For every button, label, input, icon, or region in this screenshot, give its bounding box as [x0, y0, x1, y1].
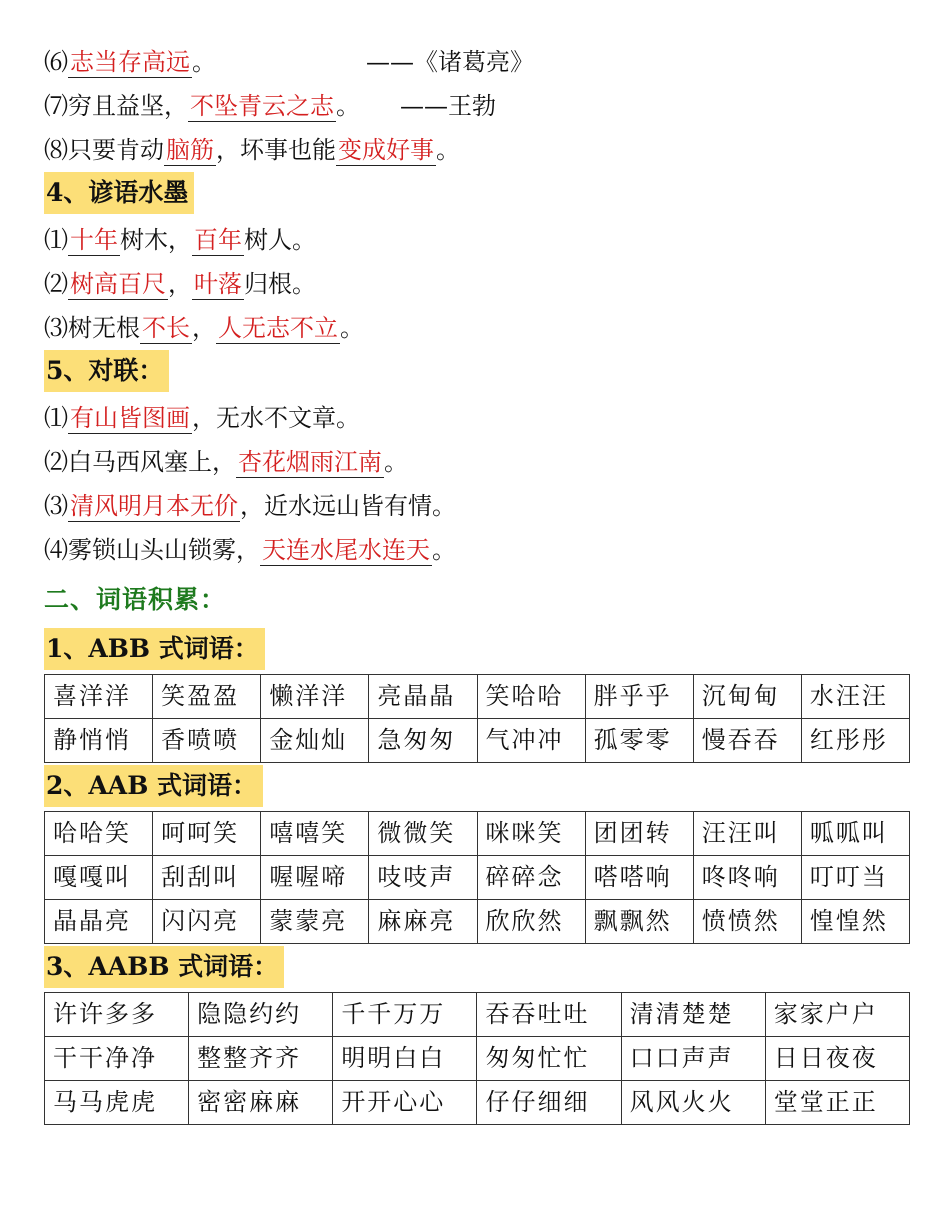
item-number: ⑴ [44, 226, 68, 254]
word-cell: 嘎嘎叫 [45, 856, 153, 900]
item-number: ⑵ [44, 448, 68, 476]
item-text: 穷且益坚， [68, 92, 188, 120]
answer-text: 树高百尺 [70, 270, 166, 298]
item-number: ⑶ [44, 314, 68, 342]
word-cell: 仔仔细细 [477, 1081, 621, 1125]
table-row [45, 1081, 910, 1125]
item-number: ⑷ [44, 536, 68, 564]
abb-heading-wrap [44, 628, 914, 674]
word-cell: 麻麻亮 [369, 900, 477, 944]
word-cell: 许许多多 [45, 993, 189, 1037]
word-cell: 家家户户 [765, 993, 909, 1037]
word-cell: 刮刮叫 [153, 856, 261, 900]
word-cell: 碎碎念 [477, 856, 585, 900]
word-cell: 干干净净 [45, 1037, 189, 1081]
answer-text: 百年 [194, 226, 242, 254]
list-item [44, 440, 914, 484]
word-cell: 咪咪笑 [477, 812, 585, 856]
word-cell: 慢吞吞 [693, 719, 801, 763]
item-number: ⑹ [44, 48, 68, 76]
word-cell: 红彤彤 [801, 719, 909, 763]
word-cell: 呵呵笑 [153, 812, 261, 856]
word-cell: 亮晶晶 [369, 675, 477, 719]
item-text: 归根。 [244, 270, 316, 298]
abb-heading: 1、ABB 式词语： [44, 628, 265, 670]
item-text: ，坏事也能 [216, 136, 336, 164]
word-cell: 马马虎虎 [45, 1081, 189, 1125]
answer-text: 脑筋 [166, 136, 214, 164]
word-cell: 嗒嗒响 [585, 856, 693, 900]
word-cell: 整整齐齐 [189, 1037, 333, 1081]
word-cell: 开开心心 [333, 1081, 477, 1125]
answer-text: 十年 [70, 226, 118, 254]
word-cell: 哈哈笑 [45, 812, 153, 856]
word-cell: 笑盈盈 [153, 675, 261, 719]
list-item [44, 306, 914, 350]
item-text: 树木， [120, 226, 192, 254]
item-text: 树人。 [244, 226, 316, 254]
section-4-heading-wrap [44, 172, 914, 218]
word-cell: 静悄悄 [45, 719, 153, 763]
item-number: ⑺ [44, 92, 68, 120]
item-text: 。 [336, 92, 360, 120]
page [44, 40, 914, 1127]
word-cell: 愤愤然 [693, 900, 801, 944]
word-cell: 蒙蒙亮 [261, 900, 369, 944]
item-number: ⑶ [44, 492, 68, 520]
list-item [44, 528, 914, 572]
item-text: 。 [432, 536, 456, 564]
list-item [44, 128, 914, 172]
word-cell: 懒洋洋 [261, 675, 369, 719]
section-4-list [44, 218, 914, 350]
table-row [45, 675, 910, 719]
answer-text: 人无志不立 [218, 314, 338, 342]
word-cell: 金灿灿 [261, 719, 369, 763]
word-cell: 呱呱叫 [801, 812, 909, 856]
word-cell: 汪汪叫 [693, 812, 801, 856]
aabb-word-table [44, 992, 910, 1125]
answer-text: 不坠青云之志 [190, 92, 334, 120]
section-5-heading: 5、对联： [44, 350, 169, 392]
attribution: ——王勃 [400, 92, 496, 120]
word-cell: 吞吞吐吐 [477, 993, 621, 1037]
word-cell: 隐隐约约 [189, 993, 333, 1037]
word-cell: 匆匆忙忙 [477, 1037, 621, 1081]
table-row [45, 812, 910, 856]
table-row [45, 993, 910, 1037]
aab-heading: 2、AAB 式词语： [44, 765, 263, 807]
word-cell: 吱吱声 [369, 856, 477, 900]
list-item [44, 218, 914, 262]
item-text: 只要肯动 [68, 136, 164, 164]
section-5-list [44, 396, 914, 572]
word-cell: 沉甸甸 [693, 675, 801, 719]
item-number: ⑻ [44, 136, 68, 164]
table-row [45, 900, 910, 944]
word-cell: 千千万万 [333, 993, 477, 1037]
item-text: 。 [340, 314, 364, 342]
section-4-heading: 4、谚语水墨 [44, 172, 194, 214]
answer-text: 清风明月本无价 [70, 492, 238, 520]
answer-text: 杏花烟雨江南 [238, 448, 382, 476]
aab-word-table [44, 811, 910, 944]
aab-heading-wrap [44, 765, 914, 811]
word-cell: 飘飘然 [585, 900, 693, 944]
word-cell: 清清楚楚 [621, 993, 765, 1037]
word-cell: 日日夜夜 [765, 1037, 909, 1081]
word-cell: 团团转 [585, 812, 693, 856]
answer-text: 变成好事 [338, 136, 434, 164]
aabb-heading-wrap [44, 946, 914, 992]
word-cell: 咚咚响 [693, 856, 801, 900]
word-cell: 喔喔啼 [261, 856, 369, 900]
item-text: ， [168, 270, 192, 298]
word-cell: 密密麻麻 [189, 1081, 333, 1125]
item-text: 树无根 [68, 314, 140, 342]
word-cell: 晶晶亮 [45, 900, 153, 944]
item-text: ， [192, 314, 216, 342]
item-number: ⑵ [44, 270, 68, 298]
table-row [45, 1037, 910, 1081]
word-cell: 孤零零 [585, 719, 693, 763]
word-cell: 急匆匆 [369, 719, 477, 763]
table-row [45, 719, 910, 763]
answer-text: 叶落 [194, 270, 242, 298]
aabb-heading: 3、AABB 式词语： [44, 946, 284, 988]
word-cell: 香喷喷 [153, 719, 261, 763]
proverbs-continued [44, 40, 914, 172]
list-item [44, 396, 914, 440]
word-cell: 风风火火 [621, 1081, 765, 1125]
word-cell: 气冲冲 [477, 719, 585, 763]
list-item [44, 484, 914, 528]
word-cell: 笑哈哈 [477, 675, 585, 719]
list-item [44, 84, 914, 128]
word-cell: 水汪汪 [801, 675, 909, 719]
word-cell: 胖乎乎 [585, 675, 693, 719]
answer-text: 天连水尾水连天 [262, 536, 430, 564]
word-cell: 叮叮当 [801, 856, 909, 900]
answer-text: 志当存高远 [70, 48, 190, 76]
item-text: 雾锁山头山锁雾， [68, 536, 260, 564]
list-item [44, 40, 914, 84]
word-cell: 欣欣然 [477, 900, 585, 944]
item-text: 。 [192, 48, 216, 76]
section-2-title: 二、词语积累： [44, 585, 227, 614]
section-5-heading-wrap [44, 350, 914, 396]
abb-word-table [44, 674, 910, 763]
item-text: ，无水不文章。 [192, 404, 360, 432]
item-text: ，近水远山皆有情。 [240, 492, 456, 520]
item-number: ⑴ [44, 404, 68, 432]
word-cell: 嘻嘻笑 [261, 812, 369, 856]
item-text: 。 [384, 448, 408, 476]
word-cell: 口口声声 [621, 1037, 765, 1081]
item-text: 。 [436, 136, 460, 164]
word-cell: 闪闪亮 [153, 900, 261, 944]
item-text: 白马西风塞上， [68, 448, 236, 476]
word-cell: 惶惶然 [801, 900, 909, 944]
word-cell: 微微笑 [369, 812, 477, 856]
word-cell: 堂堂正正 [765, 1081, 909, 1125]
answer-text: 不长 [142, 314, 190, 342]
list-item [44, 262, 914, 306]
answer-text: 有山皆图画 [70, 404, 190, 432]
attribution: ——《诸葛亮》 [366, 48, 534, 76]
word-cell: 明明白白 [333, 1037, 477, 1081]
word-cell: 喜洋洋 [45, 675, 153, 719]
table-row [45, 856, 910, 900]
